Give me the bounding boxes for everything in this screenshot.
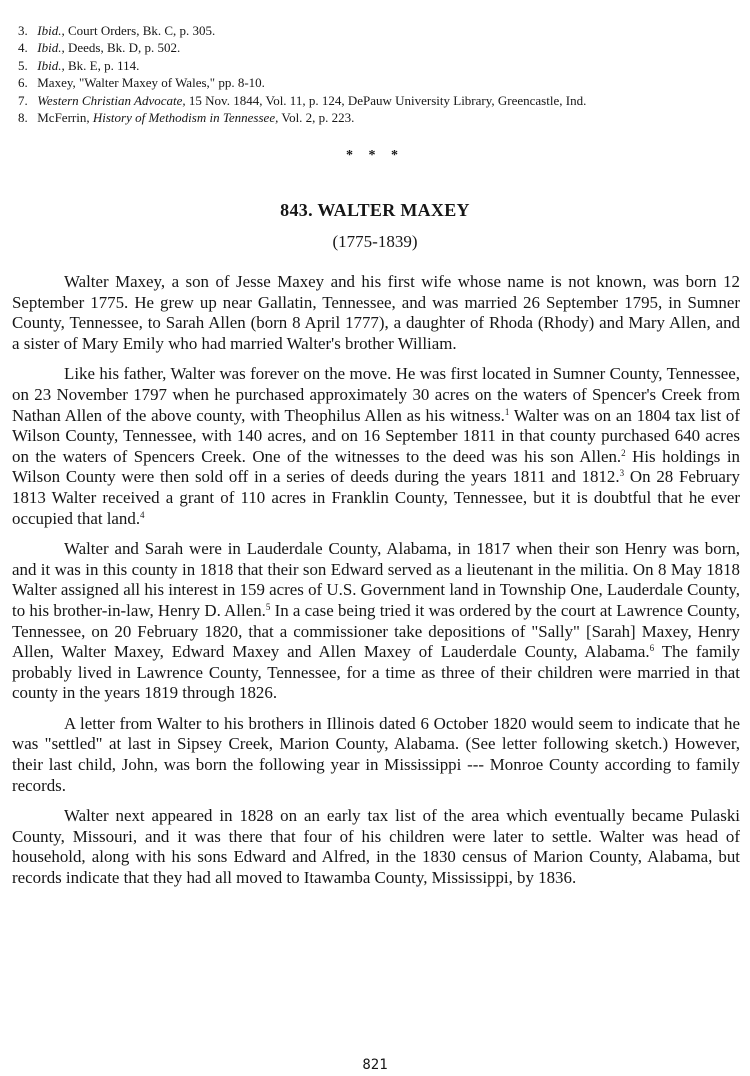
footnote-text: McFerrin,	[37, 110, 93, 126]
footnote-6	[18, 74, 738, 91]
paragraph-5: Walter next appeared in 1828 on an early tax list of the area which eventually became Pulaski County, Missouri, and it was there that four of his children were later to settle. Walter was head of household, along with his sons Edward and Alfred, in the 1830 census of Marion County, Alabama, but records indicate that they had all moved to Itawamba County, Mississippi, by 1836.	[12, 806, 740, 888]
footnote-italic: Ibid.,	[37, 57, 65, 73]
footnote-7	[18, 92, 738, 109]
footnote-ref: 5	[265, 601, 271, 612]
paragraph-4: A letter from Walter to his brothers in Illinois dated 6 October 1820 would seem to indicate that he was "settled" at last in Sipsey Creek, Marion County, Alabama. (See letter following sketch.) However, their last child, John, was born the following year in Mississippi --- Monroe County according to family records.	[12, 713, 740, 795]
footnote-text: 15 Nov. 1844, Vol. 11, p. 124, DePauw University Library, Greencastle, Ind.	[185, 92, 587, 108]
footnote-number: 5.	[18, 57, 28, 73]
footnote-italic: Ibid.,	[37, 23, 65, 38]
footnote-ref: 4	[140, 509, 145, 520]
footnote-ref: 2	[621, 447, 626, 458]
page-number: 821	[362, 1057, 388, 1073]
footnote-italic: Western Christian Advocate,	[37, 92, 186, 108]
sentence: The family probably lived in Lawrence County, Tennessee, for a time as three of their children were married in that county in the years 1819 through 1826.	[12, 642, 740, 703]
footnote-text: Vol. 2, p. 223.	[278, 110, 355, 126]
footnote-number: 3.	[18, 23, 28, 38]
paragraph-1: Walter Maxey, a son of Jesse Maxey and his first wife whose name is not known, was born 12 September 1775. He grew up near Gallatin, Tennessee, and was married 26 September 1795, in Sumner County, Tennessee, to Sarah Allen (born 8 April 1777), a daughter of Rhoda (Rhody) and Mary Allen, and a sister of Mary Emily who had married Walter's brother William.	[12, 272, 740, 353]
footnote-number: 7.	[18, 92, 28, 108]
footnote-5	[18, 57, 738, 74]
section-divider: * * *	[346, 148, 404, 163]
footnote-text: Court Orders, Bk. C, p. 305.	[64, 23, 216, 38]
footnote-text: Deeds, Bk. D, p. 502.	[64, 40, 181, 56]
footnote-text: Bk. E, p. 114.	[64, 57, 140, 73]
paragraph-3	[12, 539, 740, 704]
biography-body	[12, 272, 740, 899]
footnote-ref: 6	[649, 643, 655, 654]
footnote-text: Maxey, "Walter Maxey of Wales," pp. 8-10.	[37, 75, 265, 91]
footnote-italic: Ibid.,	[37, 40, 65, 56]
footnote-ref: 1	[504, 406, 510, 417]
section-title: 843. WALTER MAXEY	[280, 200, 470, 220]
footnote-3	[18, 22, 738, 39]
sentence: Walter and Sarah were in Lauderdale County, Alabama, in 1817 when their son Henry was born, and it was in this county in 1818 that their son Edward served as a lieutenant in the militia. On 8 May 1818 Walter assigned all his interest in 159 acres of U.S. Government land in Township One, Lauderdale County, to his brother-in-law, Henry D. Allen.	[12, 539, 740, 620]
sentence: His holdings in Wilson County were then sold off in a series of deeds during the years 1811 and 1812.	[12, 446, 740, 487]
footnote-number: 6.	[18, 75, 28, 91]
sentence: Walter was on an 1804 tax list of Wilson County, Tennessee, with 140 acres, and on 16 September 1811 in that county purchased 640 acres on the waters of Spencers Creek. One of the witnesses to the deed was his son Allen.	[12, 405, 740, 466]
paragraph-2	[12, 364, 740, 529]
footnote-number: 8.	[18, 110, 28, 126]
footnote-8	[18, 109, 738, 126]
footnote-ref: 3	[619, 468, 625, 479]
footnotes	[18, 22, 738, 126]
sentence: On 28 February 1813 Walter received a grant of 110 acres in Franklin County, Tennessee, but it is doubtful that he ever occupied that land.	[12, 467, 740, 528]
footnote-4	[18, 39, 738, 56]
sentence: Like his father, Walter was forever on the move. He was first located in Sumner County, Tennessee, on 23 November 1797 when he purchased approximately 30 acres on the waters of Spencer's Creek from Nathan Allen of the above county, with Theophilus Allen as his witness.	[12, 364, 740, 425]
sentence: In a case being tried it was ordered by the court at Lawrence County, Tennessee, on 20 February 1820, that a commissioner take depositions of "Sally" [Sarah] Maxey, Henry Allen, Walter Maxey, Edward Maxey and Allen Maxey of Lauderdale County, Alabama.	[12, 600, 740, 662]
footnote-italic: History of Methodism in Tennessee,	[92, 110, 279, 126]
life-dates: (1775-1839)	[332, 232, 418, 251]
footnote-number: 4.	[18, 40, 28, 56]
